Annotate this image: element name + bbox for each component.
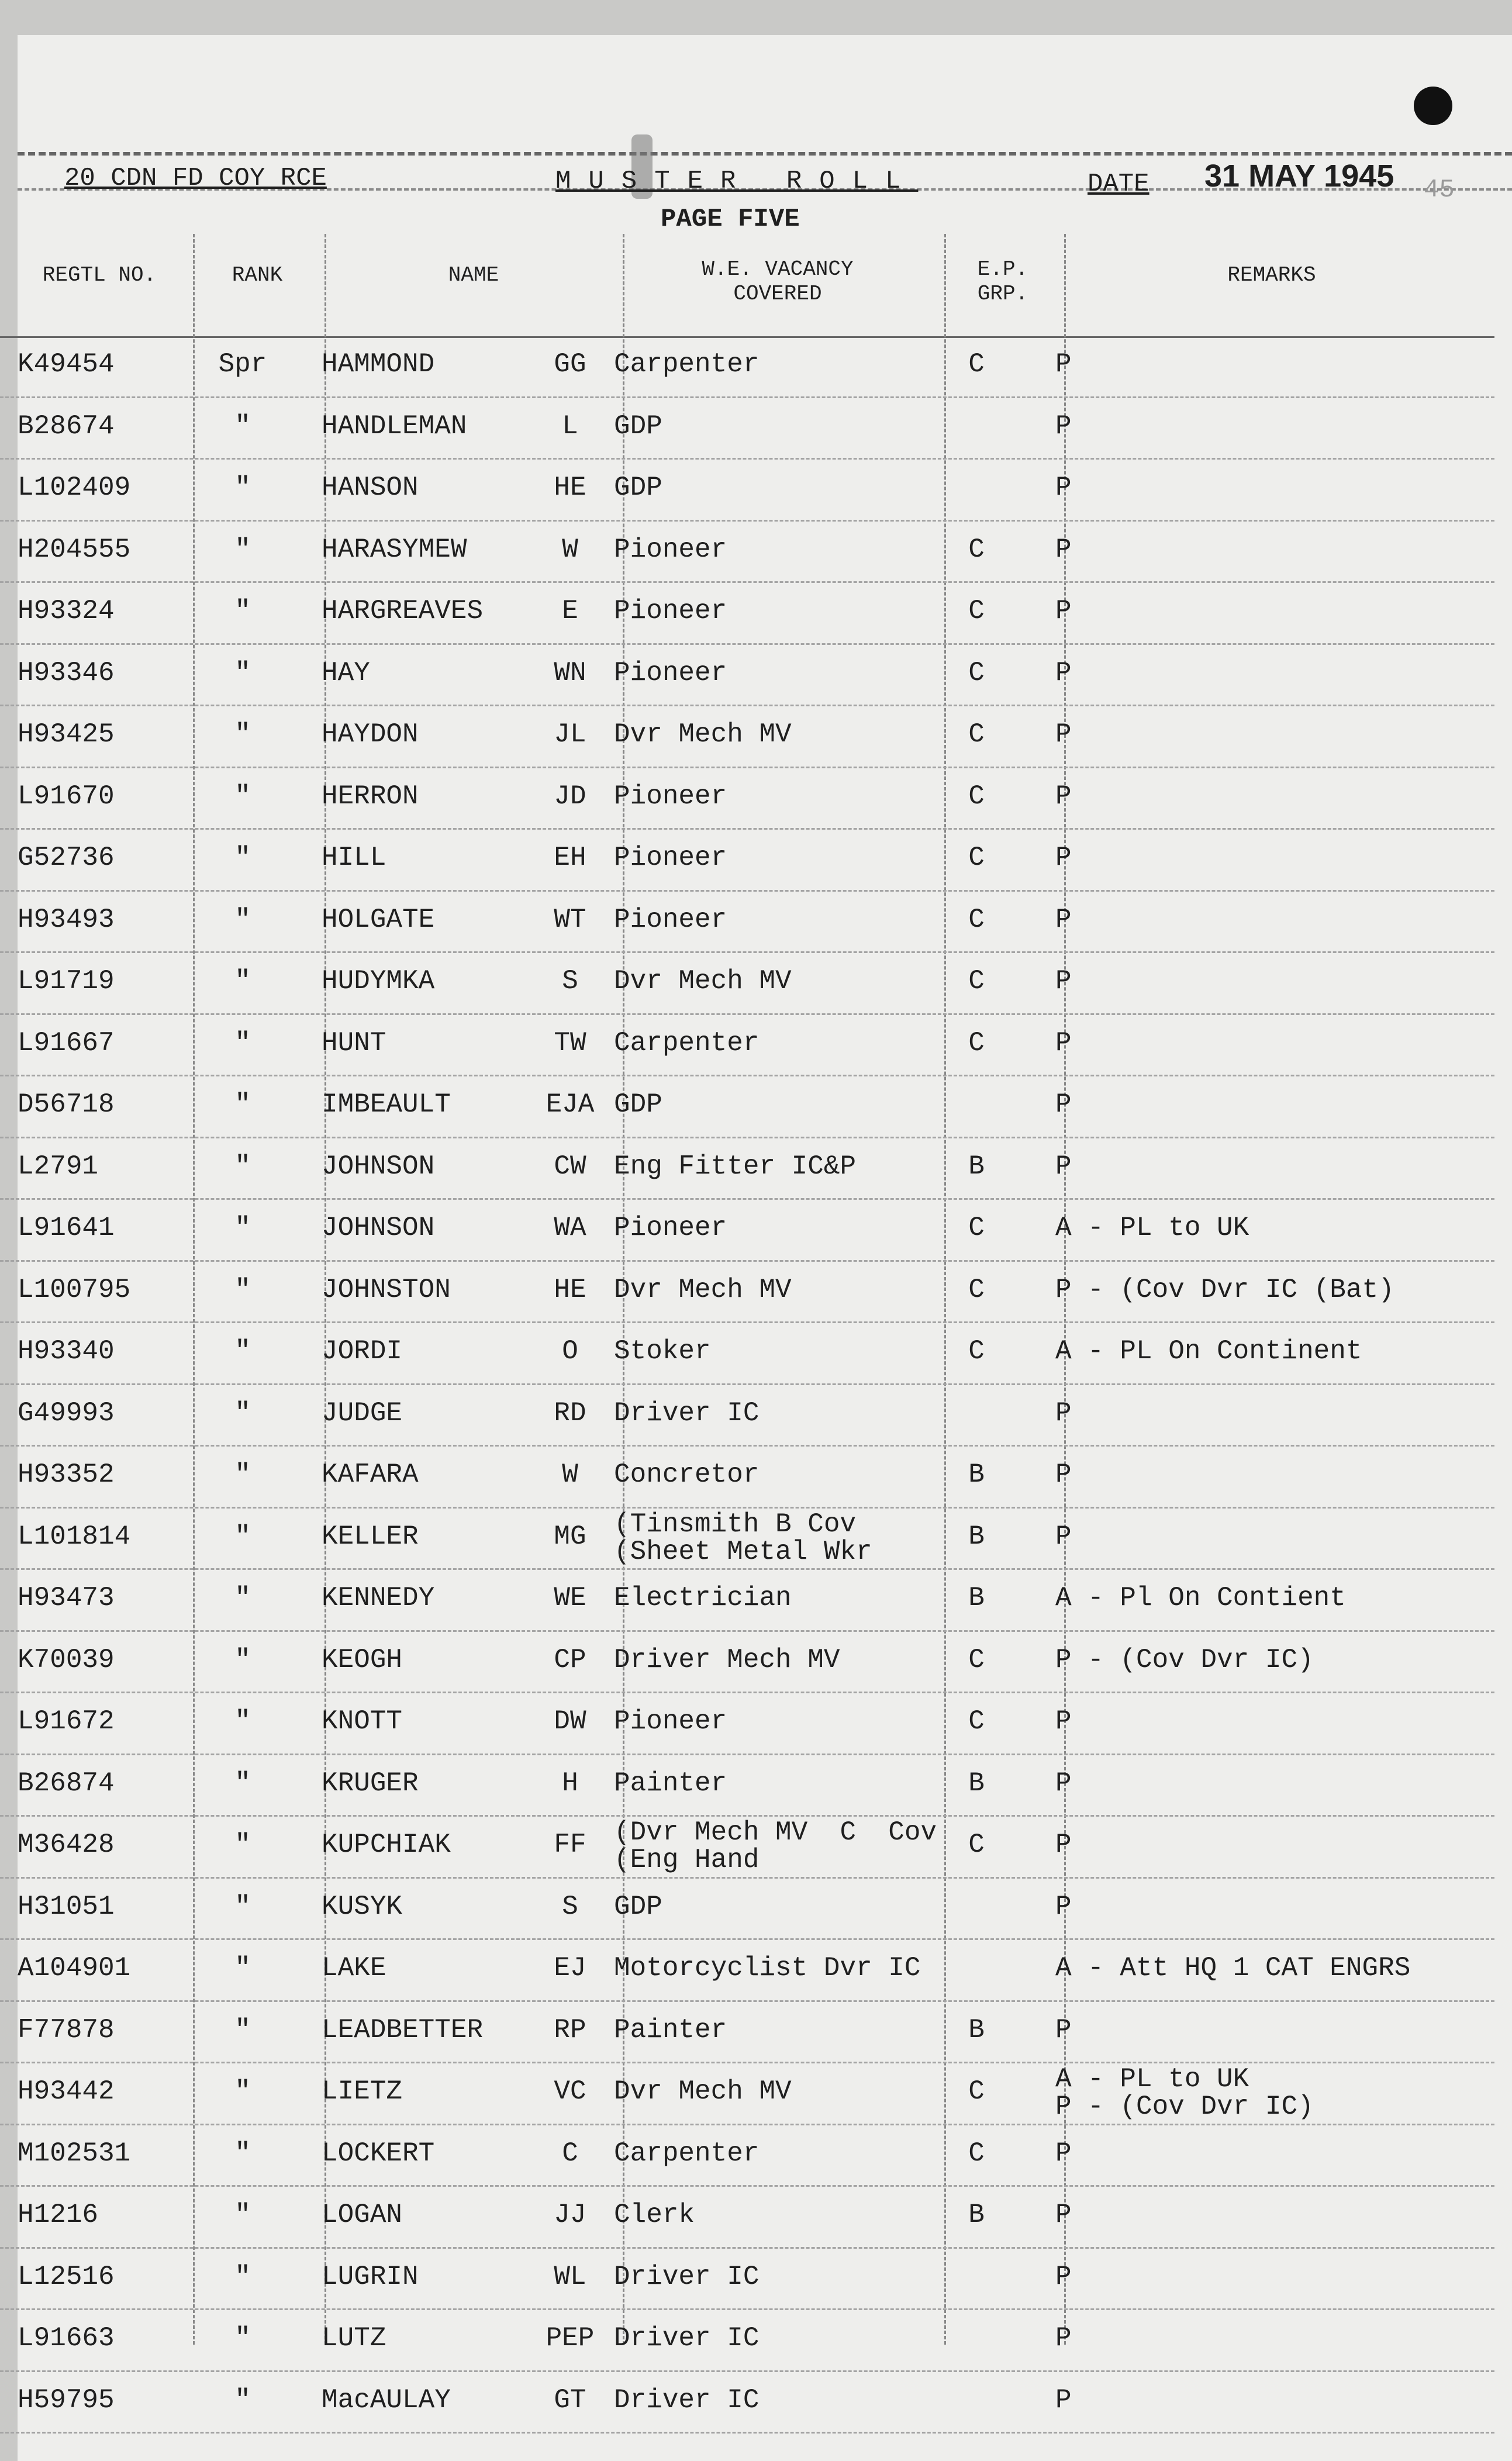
- vacancy-cell: Carpenter: [614, 2138, 760, 2169]
- table-row: [0, 645, 1494, 707]
- name-cell: HAYDON: [322, 719, 419, 750]
- initials-cell: W: [562, 534, 578, 565]
- vacancy-cell: Pioneer: [614, 781, 727, 812]
- initials-cell: EJ: [554, 1953, 586, 1983]
- regtl-no-cell: B26874: [18, 1768, 115, 1799]
- remarks-cell: P: [1055, 1151, 1072, 1182]
- rank-cell: ": [234, 1397, 251, 1428]
- rank-cell: ": [234, 2323, 251, 2353]
- table-row: [0, 398, 1494, 460]
- table-row: [0, 1015, 1494, 1077]
- name-cell: KUPCHIAK: [322, 1830, 451, 1860]
- remarks-cell: P: [1055, 719, 1072, 750]
- table-row: [0, 892, 1494, 954]
- rank-cell: ": [234, 1213, 251, 1243]
- table-row: [0, 2125, 1494, 2187]
- regtl-no-cell: B28674: [18, 410, 115, 441]
- initials-cell: GT: [554, 2384, 586, 2415]
- table-row: [0, 1755, 1494, 1817]
- remarks-cell: A - Pl On Contient: [1055, 1583, 1346, 1613]
- table-row: [0, 1138, 1494, 1200]
- rank-cell: ": [234, 1151, 251, 1182]
- date-label: DATE: [1088, 170, 1149, 199]
- trade-group-cell: B: [968, 1151, 985, 1182]
- initials-cell: WL: [554, 2261, 586, 2292]
- table-row: [0, 953, 1494, 1015]
- initials-cell: PEP: [546, 2323, 595, 2353]
- initials-cell: CP: [554, 1644, 586, 1675]
- name-cell: HARGREAVES: [322, 596, 484, 626]
- vacancy-cell: GDP: [614, 1891, 662, 1922]
- initials-cell: JD: [554, 781, 586, 812]
- rank-cell: ": [234, 1768, 251, 1799]
- trade-group-cell: C: [968, 904, 985, 935]
- name-cell: HARASYMEW: [322, 534, 467, 565]
- rank-cell: ": [234, 1706, 251, 1737]
- name-cell: LOCKERT: [322, 2138, 435, 2169]
- trade-group-cell: C: [968, 781, 985, 812]
- remarks-cell: P: [1055, 596, 1072, 626]
- initials-cell: WA: [554, 1213, 586, 1243]
- trade-group-cell: C: [968, 1830, 985, 1860]
- initials-cell: H: [562, 1768, 578, 1799]
- vacancy-cell: Painter: [614, 2014, 727, 2045]
- regtl-no-cell: L101814: [18, 1521, 131, 1552]
- regtl-no-cell: D56718: [18, 1089, 115, 1120]
- rank-cell: ": [234, 1521, 251, 1552]
- regtl-no-cell: M36428: [18, 1830, 115, 1860]
- vacancy-cell: Driver IC: [614, 2261, 760, 2292]
- table-row: [0, 2063, 1494, 2125]
- table-row: [0, 522, 1494, 584]
- table-row: [0, 2187, 1494, 2249]
- trade-group-cell: B: [968, 1583, 985, 1613]
- rank-cell: ": [234, 1953, 251, 1983]
- initials-cell: O: [562, 1336, 578, 1366]
- vacancy-cell: Dvr Mech MV: [614, 966, 792, 996]
- regtl-no-cell: L91672: [18, 1706, 115, 1737]
- remarks-cell: P: [1055, 1830, 1072, 1860]
- vacancy-cell: Carpenter: [614, 349, 760, 379]
- remarks-cell: P: [1055, 2384, 1072, 2415]
- unit-name: 20 CDN FD COY RCE: [64, 164, 327, 193]
- trade-group-cell: C: [968, 719, 985, 750]
- remarks-cell: P: [1055, 1521, 1072, 1552]
- initials-cell: JL: [554, 719, 586, 750]
- table-row: [0, 768, 1494, 830]
- table-row: [0, 1200, 1494, 1262]
- trade-group-cell: C: [968, 1274, 985, 1305]
- vacancy-cell: Pioneer: [614, 843, 727, 873]
- initials-cell: VC: [554, 2076, 586, 2107]
- rank-cell: ": [234, 2138, 251, 2169]
- initials-cell: RP: [554, 2014, 586, 2045]
- regtl-no-cell: M102531: [18, 2138, 131, 2169]
- rank-cell: ": [234, 596, 251, 626]
- remarks-cell: P: [1055, 1706, 1072, 1737]
- trade-group-cell: C: [968, 1213, 985, 1243]
- regtl-no-cell: L91663: [18, 2323, 115, 2353]
- vacancy-cell: Pioneer: [614, 657, 727, 688]
- table-row: [0, 1940, 1494, 2002]
- regtl-no-cell: L102409: [18, 472, 131, 503]
- vacancy-cell: Pioneer: [614, 1706, 727, 1737]
- rank-cell: ": [234, 904, 251, 935]
- name-cell: HILL: [322, 843, 386, 873]
- regtl-no-cell: H93324: [18, 596, 115, 626]
- rank-cell: ": [234, 966, 251, 996]
- initials-cell: DW: [554, 1706, 586, 1737]
- trade-group-cell: C: [968, 843, 985, 873]
- remarks-cell: P: [1055, 2323, 1072, 2353]
- remarks-cell: P: [1055, 534, 1072, 565]
- rank-cell: ": [234, 410, 251, 441]
- table-row: [0, 2002, 1494, 2064]
- name-cell: JUDGE: [322, 1397, 403, 1428]
- vacancy-cell: GDP: [614, 1089, 662, 1120]
- initials-cell: MG: [554, 1521, 586, 1552]
- initials-cell: JJ: [554, 2200, 586, 2230]
- initials-cell: WE: [554, 1583, 586, 1613]
- regtl-no-cell: A104901: [18, 1953, 131, 1983]
- name-cell: HANSON: [322, 472, 419, 503]
- remarks-cell: P: [1055, 2014, 1072, 2045]
- vacancy-cell: Concretor: [614, 1459, 760, 1490]
- table-row: [0, 2310, 1494, 2372]
- name-cell: LUTZ: [322, 2323, 386, 2353]
- remarks-cell: A - PL On Continent: [1055, 1336, 1362, 1366]
- vacancy-cell: (Tinsmith B Cov (Sheet Metal Wkr: [614, 1509, 872, 1567]
- table-row: [0, 1323, 1494, 1385]
- name-cell: LIETZ: [322, 2076, 403, 2107]
- initials-cell: S: [562, 966, 578, 996]
- initials-cell: RD: [554, 1397, 586, 1428]
- remarks-cell: P: [1055, 966, 1072, 996]
- table-row: [0, 1447, 1494, 1509]
- vacancy-cell: Painter: [614, 1768, 727, 1799]
- regtl-no-cell: F77878: [18, 2014, 115, 2045]
- vacancy-cell: Dvr Mech MV: [614, 2076, 792, 2107]
- name-cell: LOGAN: [322, 2200, 403, 2230]
- name-cell: HAMMOND: [322, 349, 435, 379]
- rank-cell: ": [234, 1830, 251, 1860]
- regtl-no-cell: H93352: [18, 1459, 115, 1490]
- remarks-cell: A - PL to UK: [1055, 1213, 1249, 1243]
- rank-cell: ": [234, 1891, 251, 1922]
- initials-cell: TW: [554, 1027, 586, 1058]
- name-cell: HERRON: [322, 781, 419, 812]
- remarks-cell: P: [1055, 1891, 1072, 1922]
- regtl-no-cell: H31051: [18, 1891, 115, 1922]
- perforation-line: [18, 152, 1512, 156]
- trade-group-cell: B: [968, 2200, 985, 2230]
- initials-cell: WN: [554, 657, 586, 688]
- col-remarks: REMARKS: [1227, 263, 1316, 287]
- initials-cell: L: [562, 410, 578, 441]
- rank-cell: ": [234, 2014, 251, 2045]
- remarks-cell: P: [1055, 1459, 1072, 1490]
- initials-cell: WT: [554, 904, 586, 935]
- vacancy-cell: Eng Fitter IC&P: [614, 1151, 857, 1182]
- table-row: [0, 830, 1494, 892]
- remarks-cell: P: [1055, 1397, 1072, 1428]
- initials-cell: CW: [554, 1151, 586, 1182]
- rank-cell: ": [234, 1027, 251, 1058]
- date-stamp: 31 MAY 1945: [1204, 158, 1394, 194]
- rank-cell: ": [234, 1089, 251, 1120]
- table-row: [0, 1385, 1494, 1447]
- regtl-no-cell: L100795: [18, 1274, 131, 1305]
- trade-group-cell: C: [968, 966, 985, 996]
- regtl-no-cell: H93346: [18, 657, 115, 688]
- vacancy-cell: Motorcyclist Dvr IC: [614, 1953, 921, 1983]
- rank-cell: ": [234, 472, 251, 503]
- regtl-no-cell: L91667: [18, 1027, 115, 1058]
- vacancy-cell: Driver IC: [614, 2384, 760, 2415]
- name-cell: KELLER: [322, 1521, 419, 1552]
- vacancy-cell: Clerk: [614, 2200, 695, 2230]
- remarks-cell: P: [1055, 349, 1072, 379]
- col-trade-grp: E.P. GRP.: [977, 257, 1028, 306]
- trade-group-cell: C: [968, 1027, 985, 1058]
- name-cell: JOHNSON: [322, 1213, 435, 1243]
- regtl-no-cell: G49993: [18, 1397, 115, 1428]
- vacancy-cell: Driver IC: [614, 2323, 760, 2353]
- vacancy-cell: Pioneer: [614, 1213, 727, 1243]
- table-row: [0, 706, 1494, 768]
- regtl-no-cell: H93425: [18, 719, 115, 750]
- initials-cell: S: [562, 1891, 578, 1922]
- vacancy-cell: Driver IC: [614, 1397, 760, 1428]
- remarks-cell: P - (Cov Dvr IC (Bat): [1055, 1274, 1394, 1305]
- regtl-no-cell: H93340: [18, 1336, 115, 1366]
- name-cell: HAY: [322, 657, 370, 688]
- initials-cell: E: [562, 596, 578, 626]
- trade-group-cell: C: [968, 2076, 985, 2107]
- vacancy-cell: Stoker: [614, 1336, 711, 1366]
- table-row: [0, 336, 1494, 398]
- rank-cell: ": [234, 1274, 251, 1305]
- remarks-cell: P: [1055, 2138, 1072, 2169]
- name-cell: KNOTT: [322, 1706, 403, 1737]
- table-row: [0, 1817, 1494, 1879]
- rank-cell: ": [234, 1583, 251, 1613]
- col-regtl-no: REGTL NO.: [42, 263, 157, 287]
- rank-cell: ": [234, 719, 251, 750]
- remarks-cell: P: [1055, 472, 1072, 503]
- vacancy-cell: Carpenter: [614, 1027, 760, 1058]
- remarks-cell: P: [1055, 904, 1072, 935]
- remarks-cell: P: [1055, 843, 1072, 873]
- name-cell: LEADBETTER: [322, 2014, 484, 2045]
- initials-cell: EH: [554, 843, 586, 873]
- remarks-cell: P - (Cov Dvr IC): [1055, 1644, 1314, 1675]
- vacancy-cell: Electrician: [614, 1583, 792, 1613]
- remarks-cell: P: [1055, 1027, 1072, 1058]
- col-vacancy: W.E. VACANCY COVERED: [702, 257, 854, 306]
- rank-cell: ": [234, 781, 251, 812]
- remarks-cell: P: [1055, 657, 1072, 688]
- trade-group-cell: C: [968, 534, 985, 565]
- name-cell: KAFARA: [322, 1459, 419, 1490]
- vacancy-cell: Dvr Mech MV: [614, 1274, 792, 1305]
- name-cell: MacAULAY: [322, 2384, 451, 2415]
- table-row: [0, 1693, 1494, 1755]
- regtl-no-cell: H93493: [18, 904, 115, 935]
- regtl-no-cell: H59795: [18, 2384, 115, 2415]
- rank-cell: ": [234, 1459, 251, 1490]
- table-row: [0, 2249, 1494, 2311]
- rank-cell: ": [234, 534, 251, 565]
- regtl-no-cell: L91641: [18, 1213, 115, 1243]
- initials-cell: HE: [554, 472, 586, 503]
- trade-group-cell: B: [968, 1768, 985, 1799]
- table-row: [0, 1632, 1494, 1694]
- regtl-no-cell: H93442: [18, 2076, 115, 2107]
- punch-hole: [1414, 87, 1452, 125]
- table-row: [0, 583, 1494, 645]
- name-cell: LUGRIN: [322, 2261, 419, 2292]
- name-cell: JOHNSON: [322, 1151, 435, 1182]
- table-row: [0, 2372, 1494, 2434]
- name-cell: IMBEAULT: [322, 1089, 451, 1120]
- trade-group-cell: C: [968, 1706, 985, 1737]
- trade-group-cell: C: [968, 657, 985, 688]
- remarks-cell: P: [1055, 410, 1072, 441]
- initials-cell: HE: [554, 1274, 586, 1305]
- initials-cell: W: [562, 1459, 578, 1490]
- table-row: [0, 460, 1494, 522]
- regtl-no-cell: L2791: [18, 1151, 99, 1182]
- regtl-no-cell: L91670: [18, 781, 115, 812]
- name-cell: HANDLEMAN: [322, 410, 467, 441]
- col-rank: RANK: [232, 263, 283, 287]
- trade-group-cell: B: [968, 1521, 985, 1552]
- trade-group-cell: C: [968, 349, 985, 379]
- remarks-cell: P: [1055, 1089, 1072, 1120]
- initials-cell: FF: [554, 1830, 586, 1860]
- table-row: [0, 1509, 1494, 1571]
- remarks-cell: P: [1055, 2261, 1072, 2292]
- name-cell: HUNT: [322, 1027, 386, 1058]
- remarks-cell: P: [1055, 1768, 1072, 1799]
- page-number: 45: [1424, 175, 1455, 205]
- vacancy-cell: Pioneer: [614, 904, 727, 935]
- trade-group-cell: C: [968, 2138, 985, 2169]
- trade-group-cell: C: [968, 1644, 985, 1675]
- regtl-no-cell: H93473: [18, 1583, 115, 1613]
- trade-group-cell: B: [968, 1459, 985, 1490]
- trade-group-cell: B: [968, 2014, 985, 2045]
- name-cell: KRUGER: [322, 1768, 419, 1799]
- vacancy-cell: Dvr Mech MV: [614, 719, 792, 750]
- rank-cell: ": [234, 2261, 251, 2292]
- regtl-no-cell: H204555: [18, 534, 131, 565]
- remarks-cell: P: [1055, 2200, 1072, 2230]
- vacancy-cell: Pioneer: [614, 534, 727, 565]
- regtl-no-cell: K49454: [18, 349, 115, 379]
- regtl-no-cell: H1216: [18, 2200, 99, 2230]
- table-row: [0, 1262, 1494, 1324]
- rank-cell: ": [234, 2200, 251, 2230]
- initials-cell: GG: [554, 349, 586, 379]
- remarks-cell: A - Att HQ 1 CAT ENGRS: [1055, 1953, 1411, 1983]
- name-cell: KUSYK: [322, 1891, 403, 1922]
- name-cell: HUDYMKA: [322, 966, 435, 996]
- vacancy-cell: GDP: [614, 410, 662, 441]
- rank-cell: ": [234, 2384, 251, 2415]
- initials-cell: EJA: [546, 1089, 595, 1120]
- name-cell: LAKE: [322, 1953, 386, 1983]
- regtl-no-cell: G52736: [18, 843, 115, 873]
- column-header-row: [0, 234, 1494, 338]
- document-title: MUSTER ROLL: [555, 167, 919, 196]
- rank-cell: ": [234, 1644, 251, 1675]
- trade-group-cell: C: [968, 596, 985, 626]
- rank-cell: ": [234, 843, 251, 873]
- initials-cell: C: [562, 2138, 578, 2169]
- name-cell: JOHNSTON: [322, 1274, 451, 1305]
- regtl-no-cell: L91719: [18, 966, 115, 996]
- name-cell: KEOGH: [322, 1644, 403, 1675]
- name-cell: KENNEDY: [322, 1583, 435, 1613]
- table-row: [0, 1570, 1494, 1632]
- vacancy-cell: GDP: [614, 472, 662, 503]
- vacancy-cell: Pioneer: [614, 596, 727, 626]
- remarks-cell: P: [1055, 781, 1072, 812]
- rank-cell: ": [234, 657, 251, 688]
- rank-cell: Spr: [218, 349, 267, 379]
- page-label: PAGE FIVE: [661, 205, 800, 234]
- regtl-no-cell: K70039: [18, 1644, 115, 1675]
- rank-cell: ": [234, 2076, 251, 2107]
- col-name: NAME: [448, 263, 499, 287]
- vacancy-cell: (Dvr Mech MV C Cov (Eng Hand: [614, 1817, 937, 1875]
- regtl-no-cell: L12516: [18, 2261, 115, 2292]
- table-row: [0, 1879, 1494, 1941]
- muster-table-body: [0, 336, 1494, 2434]
- name-cell: HOLGATE: [322, 904, 435, 935]
- table-row: [0, 1076, 1494, 1138]
- remarks-cell: A - PL to UK P - (Cov Dvr IC): [1055, 2064, 1314, 2122]
- name-cell: JORDI: [322, 1336, 403, 1366]
- trade-group-cell: C: [968, 1336, 985, 1366]
- rank-cell: ": [234, 1336, 251, 1366]
- vacancy-cell: Driver Mech MV: [614, 1644, 840, 1675]
